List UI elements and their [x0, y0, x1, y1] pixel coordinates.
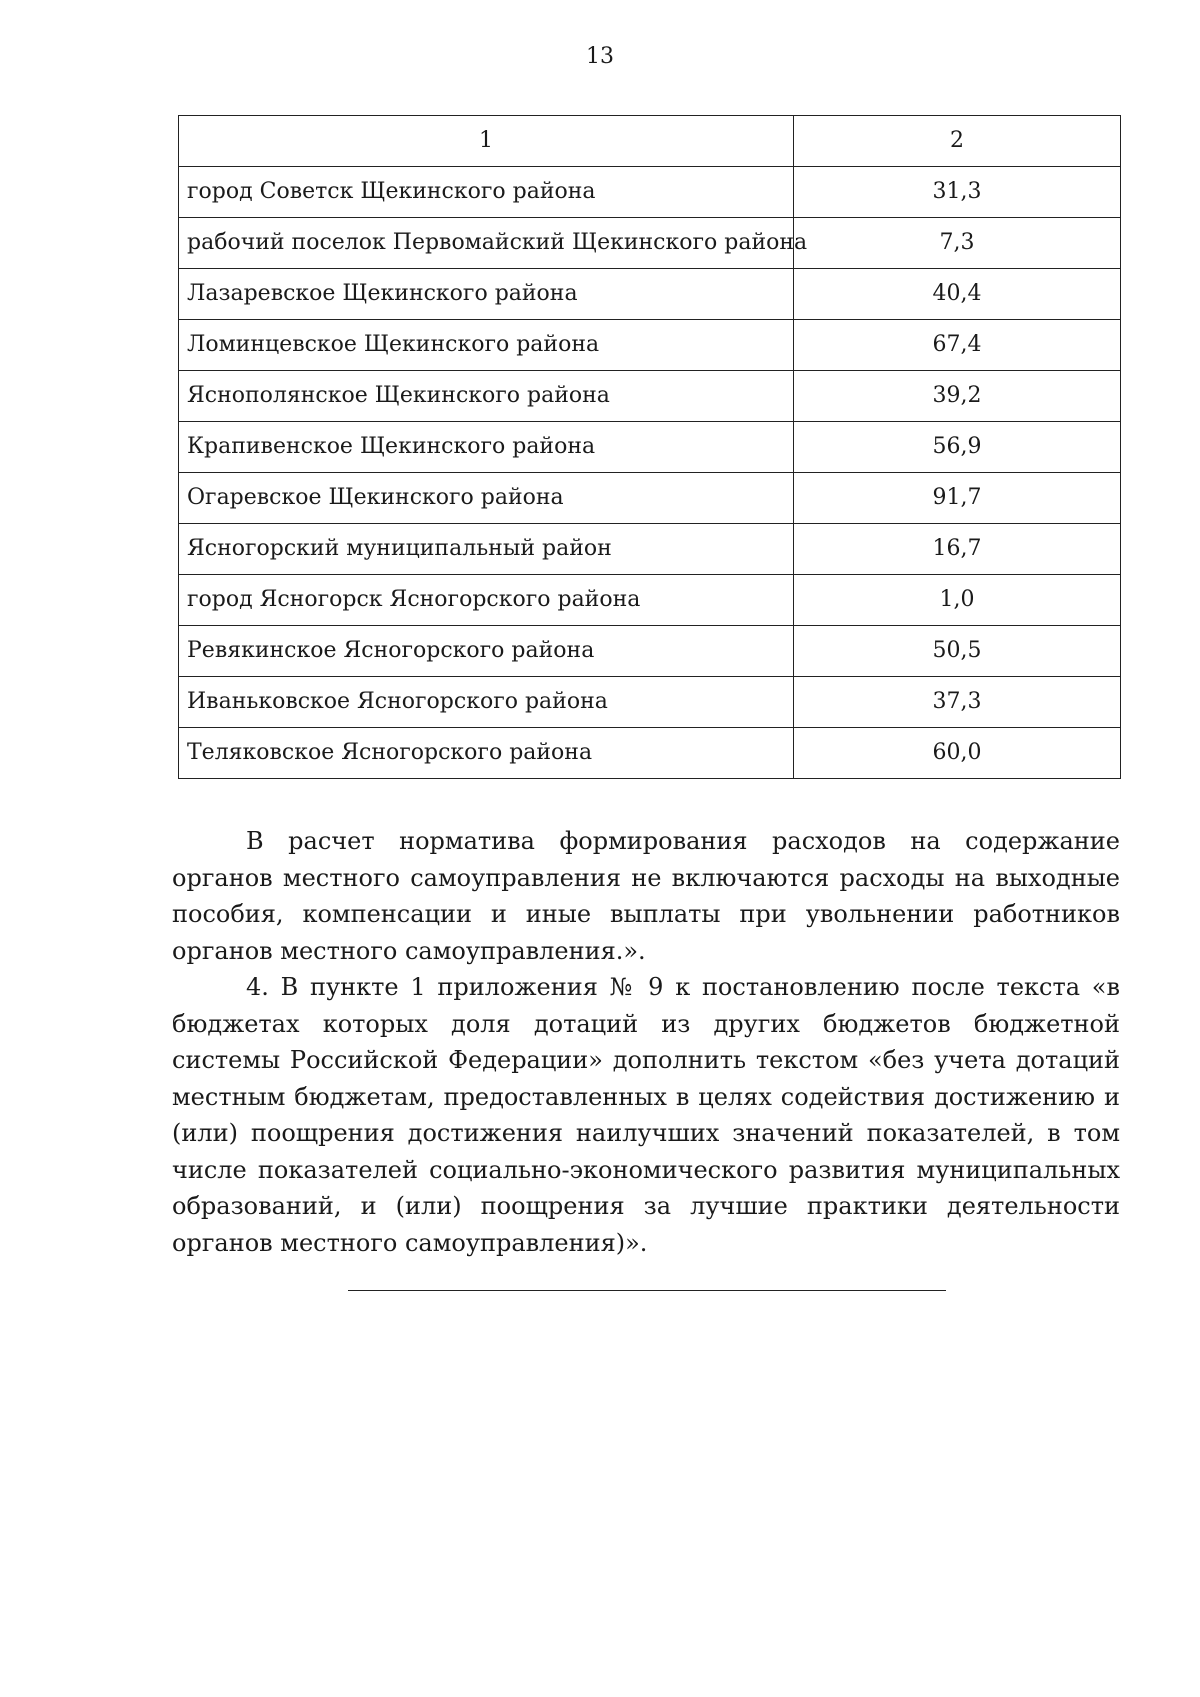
municipality-name: Ясногорский муниципальный район [179, 524, 794, 575]
municipality-name: Теляковское Ясногорского района [179, 728, 794, 779]
municipality-name: Огаревское Щекинского района [179, 473, 794, 524]
table-row [179, 677, 1121, 728]
column-header-2: 2 [794, 116, 1121, 167]
municipality-value: 91,7 [794, 473, 1121, 524]
end-of-document-line [348, 1290, 946, 1291]
municipality-name: город Ясногорск Ясногорского района [179, 575, 794, 626]
municipality-value: 67,4 [794, 320, 1121, 371]
municipality-name: Лазаревское Щекинского района [179, 269, 794, 320]
table-row [179, 575, 1121, 626]
municipality-value: 1,0 [794, 575, 1121, 626]
data-table-container [178, 115, 1120, 779]
municipality-value: 50,5 [794, 626, 1121, 677]
municipality-name: Иваньковское Ясногорского района [179, 677, 794, 728]
municipality-name: Ломинцевское Щекинского района [179, 320, 794, 371]
paragraph-item-4: 4. В пункте 1 приложения № 9 к постановлению после текста «в бюджетах которых доля дотаций из других бюджетов бюджетной системы Российской Федерации» дополнить текстом «без учета дотаций местным бюджетам, предоставленных в целях содействия достижению и (или) поощрения достижения наилучших значений показателей, в том числе показателей социально-экономического развития муниципальных образований, и (или) поощрения за лучшие практики деятельности органов местного самоуправления)». [172, 973, 1120, 1257]
table-row [179, 371, 1121, 422]
municipality-value: 31,3 [794, 167, 1121, 218]
table-row [179, 167, 1121, 218]
data-table [178, 115, 1121, 779]
municipality-name: город Советск Щекинского района [179, 167, 794, 218]
table-row [179, 320, 1121, 371]
table-row [179, 524, 1121, 575]
municipality-value: 40,4 [794, 269, 1121, 320]
municipality-value: 7,3 [794, 218, 1121, 269]
municipality-value: 56,9 [794, 422, 1121, 473]
column-header-1: 1 [179, 116, 794, 167]
municipality-value: 16,7 [794, 524, 1121, 575]
municipality-value: 37,3 [794, 677, 1121, 728]
municipality-value: 60,0 [794, 728, 1121, 779]
municipality-name: Крапивенское Щекинского района [179, 422, 794, 473]
table-row [179, 422, 1121, 473]
municipality-name: рабочий поселок Первомайский Щекинского района [179, 218, 794, 269]
body-text [172, 823, 1120, 1261]
table-row [179, 269, 1121, 320]
page-number: 13 [586, 44, 614, 69]
table-row [179, 218, 1121, 269]
municipality-value: 39,2 [794, 371, 1121, 422]
table-row [179, 473, 1121, 524]
table-header-row [179, 116, 1121, 167]
table-row [179, 626, 1121, 677]
paragraph-expenses-exclusion: В расчет норматива формирования расходов на содержание органов местного самоуправления не включаются расходы на выходные пособия, компенсации и иные выплаты при увольнении работников органов местного самоуправления.». [172, 827, 1120, 965]
municipality-name: Ревякинское Ясногорского района [179, 626, 794, 677]
municipality-name: Яснополянское Щекинского района [179, 371, 794, 422]
table-row [179, 728, 1121, 779]
